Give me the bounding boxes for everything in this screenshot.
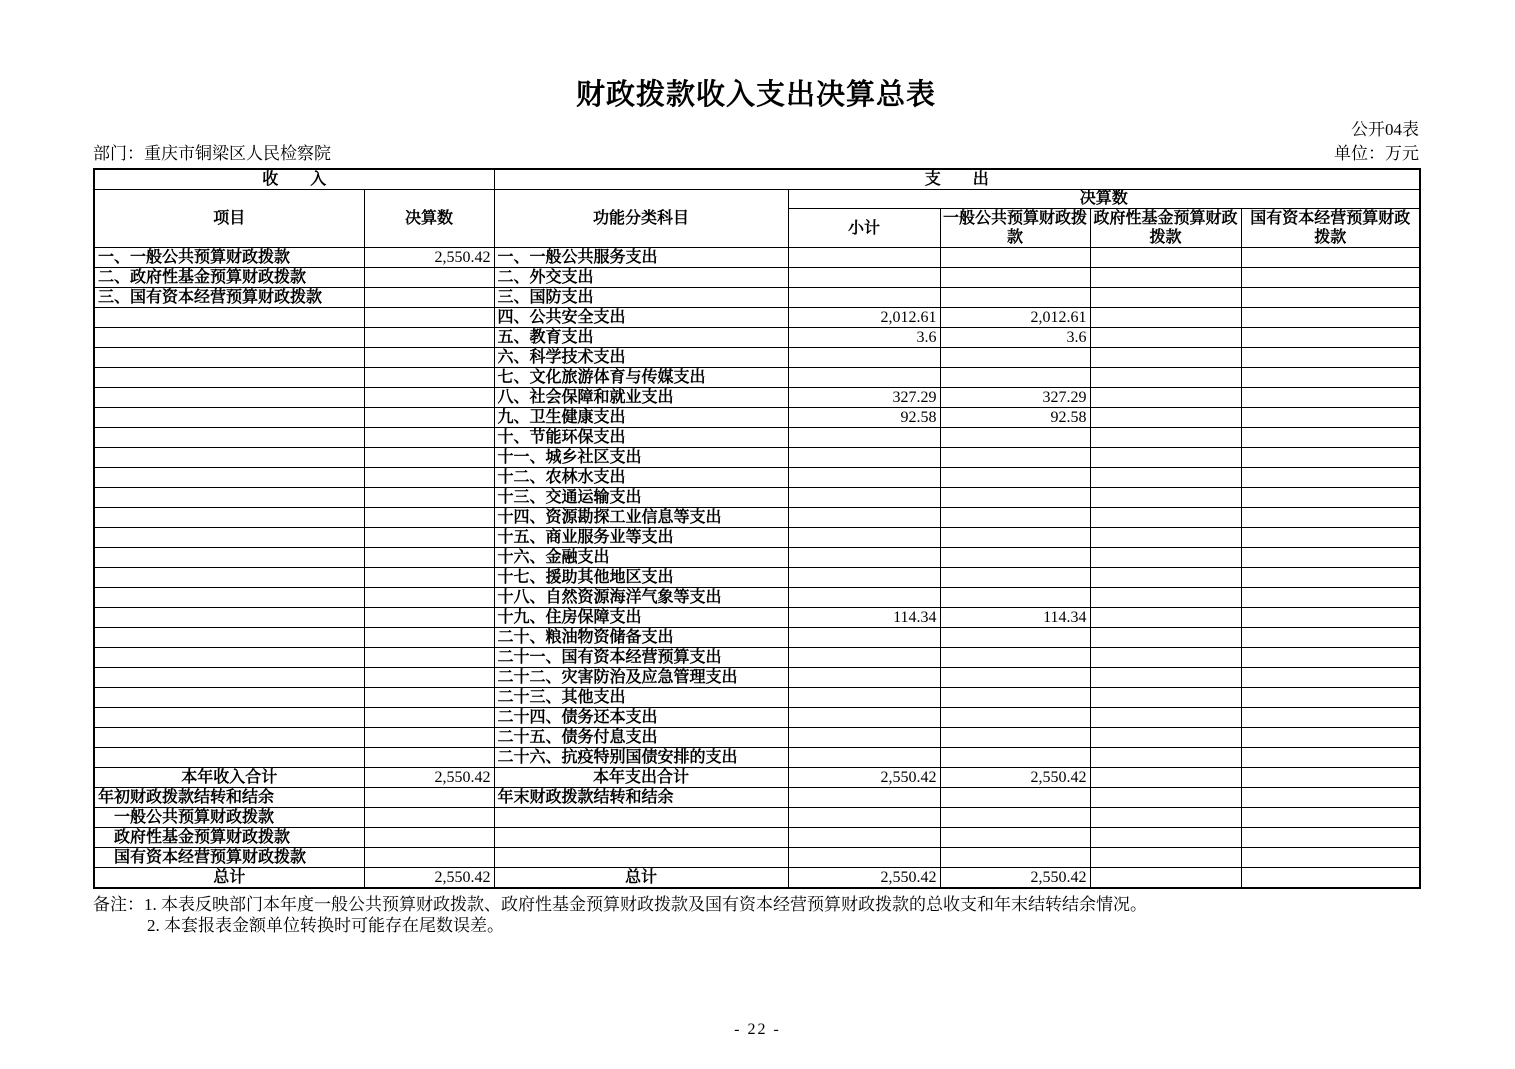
expense-item-cell bbox=[494, 808, 788, 828]
expense-state-capital-cell bbox=[1241, 848, 1420, 868]
meta-row bbox=[93, 143, 1419, 164]
income-value-cell bbox=[364, 728, 494, 748]
expense-state-capital-cell bbox=[1241, 488, 1420, 508]
income-value-cell bbox=[364, 648, 494, 668]
expense-item-cell: 十一、城乡社区支出 bbox=[494, 448, 788, 468]
expense-subtotal-cell bbox=[788, 728, 940, 748]
expense-item-cell: 四、公共安全支出 bbox=[494, 308, 788, 328]
income-value-cell: 2,550.42 bbox=[364, 868, 494, 889]
expense-subtotal-cell bbox=[788, 688, 940, 708]
expense-gov-fund-cell bbox=[1090, 808, 1241, 828]
income-item-cell bbox=[94, 728, 364, 748]
expense-subtotal-cell bbox=[788, 448, 940, 468]
col-header-gov-fund: 政府性基金预算财政拨款 bbox=[1090, 209, 1241, 248]
table-row bbox=[94, 408, 1420, 428]
income-value-cell bbox=[364, 428, 494, 448]
expense-general-budget-cell: 2,550.42 bbox=[940, 868, 1090, 889]
income-value-cell bbox=[364, 568, 494, 588]
expense-state-capital-cell bbox=[1241, 588, 1420, 608]
income-item-cell bbox=[94, 528, 364, 548]
col-header-income-amount: 决算数 bbox=[364, 190, 494, 248]
expense-item-cell: 十、节能环保支出 bbox=[494, 428, 788, 448]
table-row bbox=[94, 808, 1420, 828]
expense-item-cell: 十二、农林水支出 bbox=[494, 468, 788, 488]
income-item-cell bbox=[94, 428, 364, 448]
expense-state-capital-cell bbox=[1241, 308, 1420, 328]
expense-subtotal-cell bbox=[788, 468, 940, 488]
income-value-cell bbox=[364, 268, 494, 288]
expense-state-capital-cell bbox=[1241, 828, 1420, 848]
expense-state-capital-cell bbox=[1241, 868, 1420, 889]
expense-gov-fund-cell bbox=[1090, 528, 1241, 548]
expense-general-budget-cell: 92.58 bbox=[940, 408, 1090, 428]
table-row bbox=[94, 768, 1420, 788]
expense-item-cell: 二、外交支出 bbox=[494, 268, 788, 288]
col-header-func-category: 功能分类科目 bbox=[494, 190, 788, 248]
expense-general-budget-cell bbox=[940, 568, 1090, 588]
table-row bbox=[94, 388, 1420, 408]
expense-gov-fund-cell bbox=[1090, 588, 1241, 608]
notes bbox=[93, 894, 1419, 936]
expense-general-budget-cell bbox=[940, 368, 1090, 388]
expense-subtotal-cell bbox=[788, 508, 940, 528]
expense-gov-fund-cell bbox=[1090, 828, 1241, 848]
expense-state-capital-cell bbox=[1241, 448, 1420, 468]
expense-subtotal-cell bbox=[788, 828, 940, 848]
expense-general-budget-cell bbox=[940, 668, 1090, 688]
page-number: - 22 - bbox=[734, 1021, 781, 1038]
expense-item-cell: 年末财政拨款结转和结余 bbox=[494, 788, 788, 808]
expense-state-capital-cell bbox=[1241, 548, 1420, 568]
income-item-cell bbox=[94, 648, 364, 668]
income-item-cell bbox=[94, 628, 364, 648]
table-row bbox=[94, 848, 1420, 868]
expense-subtotal-cell bbox=[788, 248, 940, 268]
expense-gov-fund-cell bbox=[1090, 348, 1241, 368]
expense-subtotal-cell bbox=[788, 548, 940, 568]
expense-general-budget-cell bbox=[940, 688, 1090, 708]
income-item-cell: 国有资本经营预算财政拨款 bbox=[94, 848, 364, 868]
expense-general-budget-cell bbox=[940, 348, 1090, 368]
document-sheet bbox=[93, 0, 1419, 936]
expense-subtotal-cell bbox=[788, 288, 940, 308]
expense-gov-fund-cell bbox=[1090, 748, 1241, 768]
income-item-cell bbox=[94, 488, 364, 508]
income-value-cell bbox=[364, 408, 494, 428]
expense-general-budget-cell bbox=[940, 528, 1090, 548]
income-value-cell bbox=[364, 368, 494, 388]
expense-item-cell: 二十二、灾害防治及应急管理支出 bbox=[494, 668, 788, 688]
expense-subtotal-cell bbox=[788, 528, 940, 548]
expense-state-capital-cell bbox=[1241, 248, 1420, 268]
expense-gov-fund-cell bbox=[1090, 388, 1241, 408]
expense-gov-fund-cell bbox=[1090, 768, 1241, 788]
expense-gov-fund-cell bbox=[1090, 788, 1241, 808]
expense-gov-fund-cell bbox=[1090, 368, 1241, 388]
expense-gov-fund-cell bbox=[1090, 868, 1241, 889]
table-row bbox=[94, 668, 1420, 688]
expense-gov-fund-cell bbox=[1090, 688, 1241, 708]
expense-general-budget-cell bbox=[940, 468, 1090, 488]
expense-subtotal-cell bbox=[788, 668, 940, 688]
expense-general-budget-cell: 2,550.42 bbox=[940, 768, 1090, 788]
expense-general-budget-cell: 2,012.61 bbox=[940, 308, 1090, 328]
expense-state-capital-cell bbox=[1241, 328, 1420, 348]
income-value-cell bbox=[364, 288, 494, 308]
income-item-cell bbox=[94, 608, 364, 628]
expense-item-cell bbox=[494, 828, 788, 848]
table-row bbox=[94, 488, 1420, 508]
expense-general-budget-cell: 327.29 bbox=[940, 388, 1090, 408]
table-row bbox=[94, 708, 1420, 728]
expense-gov-fund-cell bbox=[1090, 428, 1241, 448]
expense-subtotal-cell: 2,550.42 bbox=[788, 868, 940, 889]
income-value-cell bbox=[364, 348, 494, 368]
income-item-cell: 一般公共预算财政拨款 bbox=[94, 808, 364, 828]
section-header-row bbox=[94, 169, 1420, 190]
expense-item-cell: 二十一、国有资本经营预算支出 bbox=[494, 648, 788, 668]
expense-general-budget-cell bbox=[940, 648, 1090, 668]
expense-state-capital-cell bbox=[1241, 268, 1420, 288]
expense-subtotal-cell bbox=[788, 708, 940, 728]
expense-state-capital-cell bbox=[1241, 608, 1420, 628]
income-value-cell bbox=[364, 448, 494, 468]
table-body bbox=[94, 248, 1420, 889]
table-row bbox=[94, 608, 1420, 628]
expense-gov-fund-cell bbox=[1090, 468, 1241, 488]
expense-item-cell: 二十六、抗疫特别国债安排的支出 bbox=[494, 748, 788, 768]
expense-gov-fund-cell bbox=[1090, 548, 1241, 568]
expense-subtotal-cell: 327.29 bbox=[788, 388, 940, 408]
expense-state-capital-cell bbox=[1241, 648, 1420, 668]
note-line-1: 备注：1. 本表反映部门本年度一般公共预算财政拨款、政府性基金预算财政拨款及国有资本经营预算财政拨款的总收支和年末结转结余情况。 bbox=[93, 895, 1147, 914]
table-row bbox=[94, 508, 1420, 528]
table-row bbox=[94, 448, 1420, 468]
department-label: 部门：重庆市铜梁区人民检察院 bbox=[93, 144, 331, 163]
expense-subtotal-cell: 92.58 bbox=[788, 408, 940, 428]
expense-general-budget-cell bbox=[940, 488, 1090, 508]
expense-item-cell: 十六、金融支出 bbox=[494, 548, 788, 568]
budget-summary-table bbox=[93, 168, 1421, 889]
income-value-cell bbox=[364, 708, 494, 728]
expense-item-cell: 十四、资源勘探工业信息等支出 bbox=[494, 508, 788, 528]
expense-gov-fund-cell bbox=[1090, 488, 1241, 508]
income-item-cell bbox=[94, 548, 364, 568]
expense-subtotal-cell: 3.6 bbox=[788, 328, 940, 348]
income-value-cell: 2,550.42 bbox=[364, 248, 494, 268]
income-item-cell bbox=[94, 508, 364, 528]
expense-gov-fund-cell bbox=[1090, 308, 1241, 328]
table-row bbox=[94, 568, 1420, 588]
expense-subtotal-cell: 114.34 bbox=[788, 608, 940, 628]
expense-item-cell: 二十五、债务付息支出 bbox=[494, 728, 788, 748]
income-value-cell bbox=[364, 468, 494, 488]
income-item-cell bbox=[94, 348, 364, 368]
expense-item-cell: 二十四、债务还本支出 bbox=[494, 708, 788, 728]
expense-item-cell: 八、社会保障和就业支出 bbox=[494, 388, 788, 408]
table-row bbox=[94, 288, 1420, 308]
expense-gov-fund-cell bbox=[1090, 708, 1241, 728]
income-value-cell: 2,550.42 bbox=[364, 768, 494, 788]
table-row bbox=[94, 628, 1420, 648]
expense-state-capital-cell bbox=[1241, 768, 1420, 788]
expense-item-cell: 十八、自然资源海洋气象等支出 bbox=[494, 588, 788, 608]
expense-state-capital-cell bbox=[1241, 428, 1420, 448]
col-header-subtotal: 小计 bbox=[788, 209, 940, 248]
expense-general-budget-cell bbox=[940, 748, 1090, 768]
expense-item-cell: 六、科学技术支出 bbox=[494, 348, 788, 368]
income-value-cell bbox=[364, 308, 494, 328]
expense-state-capital-cell bbox=[1241, 628, 1420, 648]
expense-item-cell: 十七、援助其他地区支出 bbox=[494, 568, 788, 588]
income-item-cell: 政府性基金预算财政拨款 bbox=[94, 828, 364, 848]
expense-state-capital-cell bbox=[1241, 808, 1420, 828]
income-item-cell bbox=[94, 368, 364, 388]
table-row bbox=[94, 528, 1420, 548]
expense-subtotal-cell bbox=[788, 268, 940, 288]
expense-subtotal-cell bbox=[788, 628, 940, 648]
table-row bbox=[94, 248, 1420, 268]
table-row bbox=[94, 308, 1420, 328]
expense-gov-fund-cell bbox=[1090, 288, 1241, 308]
expense-subtotal-cell bbox=[788, 488, 940, 508]
income-value-cell bbox=[364, 548, 494, 568]
expense-item-cell: 总计 bbox=[494, 868, 788, 889]
income-item-cell bbox=[94, 308, 364, 328]
expense-general-budget-cell bbox=[940, 448, 1090, 468]
expense-state-capital-cell bbox=[1241, 668, 1420, 688]
expense-general-budget-cell bbox=[940, 628, 1090, 648]
expense-general-budget-cell bbox=[940, 788, 1090, 808]
expense-state-capital-cell bbox=[1241, 748, 1420, 768]
expense-state-capital-cell bbox=[1241, 408, 1420, 428]
income-value-cell bbox=[364, 748, 494, 768]
income-value-cell bbox=[364, 528, 494, 548]
expense-item-cell: 二十、粮油物资储备支出 bbox=[494, 628, 788, 648]
expense-gov-fund-cell bbox=[1090, 328, 1241, 348]
expense-subtotal-cell: 2,550.42 bbox=[788, 768, 940, 788]
expense-subtotal-cell bbox=[788, 368, 940, 388]
table-row bbox=[94, 648, 1420, 668]
expense-subtotal-cell bbox=[788, 788, 940, 808]
expense-general-budget-cell: 3.6 bbox=[940, 328, 1090, 348]
table-row bbox=[94, 588, 1420, 608]
income-value-cell bbox=[364, 848, 494, 868]
income-item-cell bbox=[94, 708, 364, 728]
expense-subtotal-cell bbox=[788, 748, 940, 768]
expense-general-budget-cell bbox=[940, 268, 1090, 288]
expense-state-capital-cell bbox=[1241, 708, 1420, 728]
income-item-cell: 总计 bbox=[94, 868, 364, 889]
income-item-cell bbox=[94, 568, 364, 588]
table-row bbox=[94, 748, 1420, 768]
table-row bbox=[94, 788, 1420, 808]
table-row bbox=[94, 468, 1420, 488]
expense-subtotal-cell bbox=[788, 648, 940, 668]
expense-general-budget-cell bbox=[940, 248, 1090, 268]
expense-subtotal-cell bbox=[788, 348, 940, 368]
expense-item-cell: 十三、交通运输支出 bbox=[494, 488, 788, 508]
unit-label: 单位：万元 bbox=[1334, 144, 1419, 163]
expense-state-capital-cell bbox=[1241, 508, 1420, 528]
expense-general-budget-cell bbox=[940, 808, 1090, 828]
income-item-cell: 二、政府性基金预算财政拨款 bbox=[94, 268, 364, 288]
expense-general-budget-cell bbox=[940, 728, 1090, 748]
expense-subtotal-cell: 2,012.61 bbox=[788, 308, 940, 328]
expense-state-capital-cell bbox=[1241, 528, 1420, 548]
income-value-cell bbox=[364, 788, 494, 808]
expense-item-cell: 十九、住房保障支出 bbox=[494, 608, 788, 628]
page-title: 财政拨款收入支出决算总表 bbox=[575, 79, 936, 111]
expense-gov-fund-cell bbox=[1090, 268, 1241, 288]
expense-gov-fund-cell bbox=[1090, 248, 1241, 268]
income-item-cell bbox=[94, 448, 364, 468]
income-value-cell bbox=[364, 828, 494, 848]
expense-gov-fund-cell bbox=[1090, 728, 1241, 748]
income-item-cell bbox=[94, 388, 364, 408]
table-row bbox=[94, 688, 1420, 708]
income-value-cell bbox=[364, 808, 494, 828]
expense-subtotal-cell bbox=[788, 848, 940, 868]
expense-subtotal-cell bbox=[788, 428, 940, 448]
expense-item-cell: 一、一般公共服务支出 bbox=[494, 248, 788, 268]
expense-item-cell: 三、国防支出 bbox=[494, 288, 788, 308]
expense-state-capital-cell bbox=[1241, 688, 1420, 708]
table-row bbox=[94, 828, 1420, 848]
expense-item-cell: 本年支出合计 bbox=[494, 768, 788, 788]
expense-general-budget-cell bbox=[940, 288, 1090, 308]
expense-gov-fund-cell bbox=[1090, 648, 1241, 668]
income-item-cell: 本年收入合计 bbox=[94, 768, 364, 788]
income-item-cell bbox=[94, 408, 364, 428]
expense-gov-fund-cell bbox=[1090, 568, 1241, 588]
income-value-cell bbox=[364, 488, 494, 508]
income-item-cell bbox=[94, 588, 364, 608]
expense-general-budget-cell bbox=[940, 848, 1090, 868]
expense-item-cell: 五、教育支出 bbox=[494, 328, 788, 348]
income-item-cell bbox=[94, 328, 364, 348]
expense-item-cell: 七、文化旅游体育与传媒支出 bbox=[494, 368, 788, 388]
table-row bbox=[94, 728, 1420, 748]
expense-item-cell: 二十三、其他支出 bbox=[494, 688, 788, 708]
expense-subtotal-cell bbox=[788, 588, 940, 608]
col-header-state-capital: 国有资本经营预算财政拨款 bbox=[1241, 209, 1420, 248]
expense-general-budget-cell: 114.34 bbox=[940, 608, 1090, 628]
expense-state-capital-cell bbox=[1241, 388, 1420, 408]
income-section-header: 收 入 bbox=[94, 169, 494, 190]
expense-state-capital-cell bbox=[1241, 788, 1420, 808]
expense-general-budget-cell bbox=[940, 548, 1090, 568]
table-row bbox=[94, 428, 1420, 448]
expense-general-budget-cell bbox=[940, 828, 1090, 848]
col-header-expense-amount: 决算数 bbox=[788, 190, 1420, 209]
income-value-cell bbox=[364, 508, 494, 528]
income-item-cell bbox=[94, 748, 364, 768]
expense-state-capital-cell bbox=[1241, 568, 1420, 588]
expense-subtotal-cell bbox=[788, 568, 940, 588]
expense-gov-fund-cell bbox=[1090, 508, 1241, 528]
income-item-cell bbox=[94, 688, 364, 708]
income-value-cell bbox=[364, 688, 494, 708]
expense-item-cell: 九、卫生健康支出 bbox=[494, 408, 788, 428]
expense-gov-fund-cell bbox=[1090, 608, 1241, 628]
expense-state-capital-cell bbox=[1241, 348, 1420, 368]
expense-item-cell: 十五、商业服务业等支出 bbox=[494, 528, 788, 548]
income-item-cell: 年初财政拨款结转和结余 bbox=[94, 788, 364, 808]
income-value-cell bbox=[364, 328, 494, 348]
expense-gov-fund-cell bbox=[1090, 408, 1241, 428]
expense-gov-fund-cell bbox=[1090, 848, 1241, 868]
expense-gov-fund-cell bbox=[1090, 668, 1241, 688]
note-line-2: 2. 本套报表金额单位转换时可能存在尾数误差。 bbox=[147, 916, 504, 935]
income-item-cell bbox=[94, 668, 364, 688]
income-value-cell bbox=[364, 608, 494, 628]
column-header-row-1 bbox=[94, 190, 1420, 209]
income-value-cell bbox=[364, 388, 494, 408]
expense-subtotal-cell bbox=[788, 808, 940, 828]
income-item-cell: 一、一般公共预算财政拨款 bbox=[94, 248, 364, 268]
table-row bbox=[94, 328, 1420, 348]
col-header-item: 项目 bbox=[94, 190, 364, 248]
expense-gov-fund-cell bbox=[1090, 628, 1241, 648]
expense-state-capital-cell bbox=[1241, 468, 1420, 488]
expense-general-budget-cell bbox=[940, 708, 1090, 728]
expense-general-budget-cell bbox=[940, 508, 1090, 528]
income-value-cell bbox=[364, 628, 494, 648]
table-row bbox=[94, 548, 1420, 568]
income-value-cell bbox=[364, 588, 494, 608]
expense-gov-fund-cell bbox=[1090, 448, 1241, 468]
income-item-cell bbox=[94, 468, 364, 488]
expense-state-capital-cell bbox=[1241, 368, 1420, 388]
expense-item-cell bbox=[494, 848, 788, 868]
table-number: 公开04表 bbox=[1351, 120, 1419, 139]
table-row bbox=[94, 268, 1420, 288]
col-header-general-budget: 一般公共预算财政拨款 bbox=[940, 209, 1090, 248]
expense-state-capital-cell bbox=[1241, 728, 1420, 748]
expense-general-budget-cell bbox=[940, 428, 1090, 448]
expense-general-budget-cell bbox=[940, 588, 1090, 608]
expense-state-capital-cell bbox=[1241, 288, 1420, 308]
income-item-cell: 三、国有资本经营预算财政拨款 bbox=[94, 288, 364, 308]
table-row bbox=[94, 348, 1420, 368]
expense-section-header: 支 出 bbox=[494, 169, 1420, 190]
table-row bbox=[94, 368, 1420, 388]
income-value-cell bbox=[364, 668, 494, 688]
table-row bbox=[94, 868, 1420, 889]
